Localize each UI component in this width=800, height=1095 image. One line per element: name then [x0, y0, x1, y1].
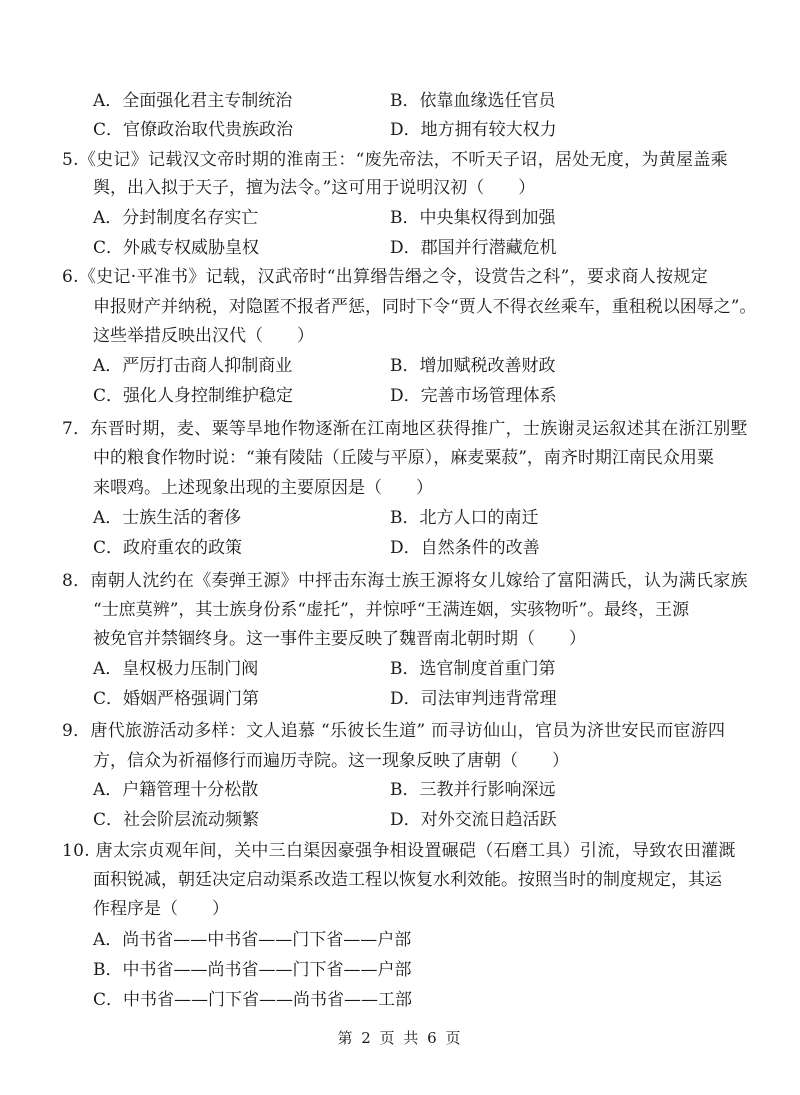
- q9-stem-line-2: 方，信众为祈福修行而遍历寺院。这一现象反映了唐朝（ ）: [93, 751, 569, 771]
- q6-stem-line-1: 6.《史记·平准书》记载，汉武帝时“出算缗告缗之令，设赏告之科”，要求商人按规定: [62, 267, 709, 287]
- q6-option-d: D．完善市场管理体系: [390, 386, 557, 406]
- q9-option-c: C．社会阶层流动频繁: [93, 810, 260, 830]
- q4-options-row-1: [93, 90, 733, 112]
- q5-options-row-1: [93, 207, 733, 229]
- q9-option-d: D．对外交流日趋活跃: [390, 810, 557, 830]
- q9-option-b: B．三教并行影响深远: [390, 780, 556, 800]
- q8-stem-line-2: “士庶莫辨”，其士族身份系“虚托”，并惊呼“王满连姻，实骇物听”。最终，王源: [93, 600, 690, 620]
- q8-option-c: C．婚姻严格强调门第: [93, 689, 260, 709]
- q10-option-c: C．中书省——门下省——尚书省——工部: [93, 990, 413, 1010]
- q7-option-d: D．自然条件的改善: [390, 538, 540, 558]
- q10-stem-line-2: 面积锐减，朝廷决定启动渠系改造工程以恢复水利效能。按照当时的制度规定，其运: [93, 870, 722, 890]
- q4-option-b: B．依靠血缘选任官员: [390, 91, 556, 111]
- q10-option-b: B．中书省——尚书省——门下省——户部: [93, 960, 412, 980]
- q4-option-c: C．官僚政治取代贵族政治: [93, 120, 294, 140]
- q5-option-c: C．外戚专权威胁皇权: [93, 238, 260, 258]
- q9-stem-line-1: 9．唐代旅游活动多样：文人追慕 “乐彼长生道” 而寻访仙山，官员为济世安民而宦游四: [62, 721, 726, 741]
- q7-options-row-2: [93, 537, 733, 559]
- q7-options-row-1: [93, 507, 733, 529]
- q8-option-b: B．选官制度首重门第: [390, 659, 556, 679]
- q8-option-a: A．皇权极力压制门阀: [93, 659, 259, 679]
- q7-stem-line-2: 中的粮食作物时说：“兼有陵陆（丘陵与平原），麻麦粟菽”，南齐时期江南民众用粟: [93, 448, 714, 468]
- q6-stem-line-3: 这些举措反映出汉代（ ）: [93, 326, 314, 346]
- q10-stem-line-3: 作程序是（ ）: [93, 899, 229, 919]
- q9-options-row-1: [93, 779, 733, 801]
- q10-stem-line-1: 10. 唐太宗贞观年间，关中三白渠因豪强争相设置碾硙（石磨工具）引流，导致农田灌溉: [62, 841, 736, 861]
- q5-option-d: D．郡国并行潜藏危机: [390, 238, 557, 258]
- q6-option-c: C．强化人身控制维护稳定: [93, 386, 294, 406]
- q4-option-a: A．全面强化君主专制统治: [93, 91, 293, 111]
- q7-option-c: C．政府重农的政策: [93, 538, 243, 558]
- q8-stem-line-3: 被免官并禁锢终身。这一事件主要反映了魏晋南北朝时期（ ）: [93, 629, 586, 649]
- q9-option-a: A．户籍管理十分松散: [93, 780, 259, 800]
- q6-option-a: A．严厉打击商人抑制商业: [93, 356, 293, 376]
- q6-options-row-1: [93, 355, 733, 377]
- q6-options-row-2: [93, 385, 733, 407]
- q9-options-row-2: [93, 809, 733, 831]
- q4-option-d: D．地方拥有较大权力: [390, 120, 557, 140]
- q8-stem-line-1: 8．南朝人沈约在《奏弹王源》中抨击东海士族王源将女儿嫁给了富阳满氏，认为满氏家族: [62, 571, 748, 591]
- page-number-footer: 第 2 页 共 6 页: [337, 1029, 463, 1047]
- q7-option-b: B．北方人口的南迁: [390, 508, 539, 528]
- q8-options-row-1: [93, 658, 733, 680]
- q6-stem-line-2: 申报财产并纳税，对隐匿不报者严惩，同时下令“贾人不得衣丝乘车，重租税以困辱之”。: [93, 297, 757, 317]
- q8-option-d: D．司法审判违背常理: [390, 689, 557, 709]
- q5-options-row-2: [93, 237, 733, 259]
- q10-option-a: A．尚书省——中书省——门下省——户部: [93, 930, 412, 950]
- q7-stem-line-3: 来喂鸡。上述现象出现的主要原因是（ ）: [93, 478, 433, 498]
- q4-options-row-2: [93, 119, 733, 141]
- q8-options-row-2: [93, 688, 733, 710]
- q5-option-a: A．分封制度名存实亡: [93, 208, 259, 228]
- q7-stem-line-1: 7．东晋时期，麦、粟等旱地作物逐渐在江南地区获得推广，士族谢灵运叙述其在浙江别墅: [62, 419, 748, 439]
- q5-option-b: B．中央集权得到加强: [390, 208, 556, 228]
- q7-option-a: A．士族生活的奢侈: [93, 508, 242, 528]
- q6-option-b: B．增加赋税改善财政: [390, 356, 556, 376]
- q5-stem-line-1: 5.《史记》记载汉文帝时期的淮南王：“废先帝法，不听天子诏，居处无度，为黄屋盖乘: [62, 150, 728, 170]
- q5-stem-line-2: 舆，出入拟于天子，擅为法令。”这可用于说明汉初（ ）: [93, 178, 536, 198]
